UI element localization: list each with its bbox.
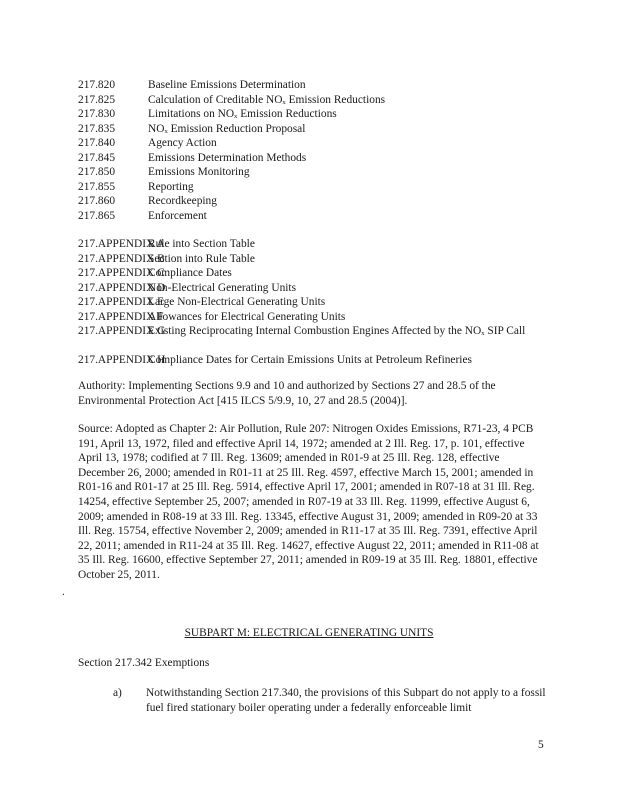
section-number: 217.APPENDIX H — [78, 354, 166, 366]
source-note: Source: Adopted as Chapter 2: Air Pollution, Rule 207: Nitrogen Oxides Emissions, R71-23, 4 PCB 191, April 13, 1972, filed and effective April 14, 1972; amended at 2 Ill. Reg. 17, p. 101, effective April 13, 1978; codified at 7 Ill. Reg. 13609; amended in R01-9 at 25 Ill. Reg. 128, effective December 26, 2000; amended in R01-11 at 25 Ill. Reg. 4597, effective March 15, 2001; amended in R01-16 and R01-17 at 25 Ill. Reg. 5914, effective April 17, 2001; amended in R07-18 at 31 Ill. Reg. 14254, effective September 25, 2007; amended in R07-19 at 33 Ill. Reg. 11999, effective August 6, 2009; amended in R08-19 at 33 Ill. Reg. 13345, effective August 31, 2009; amended in R09-20 at 33 Ill. Reg. 15754, effective November 2, 2009; amended in R11-17 at 35 Ill. Reg. 7391, effective April 22, 2011; amended in R11-24 at 35 Ill. Reg. 14627, effective August 22, 2011; amended in R11-08 at 35 Ill. Reg. 16600, effective September 27, 2011; amended in R09-19 at 35 Ill. Reg. 18801, effective October 25, 2011. — [78, 423, 539, 581]
section-number: 217.APPENDIX B — [78, 252, 165, 265]
appendix-row — [78, 324, 548, 353]
item-label: a) — [113, 687, 122, 699]
section-number: 217.825 — [78, 93, 116, 106]
section-row — [78, 93, 385, 108]
section-number: 217.820 — [78, 79, 116, 91]
section-title: Section into Rule Table — [148, 252, 255, 265]
item-text: Notwithstanding Section 217.340, the provisions of this Subpart do not apply to a fossil fuel fired stationary boiler operating under a federally enforceable limit — [146, 687, 546, 714]
appendix-list — [78, 237, 548, 382]
section-title: Agency Action — [148, 137, 217, 149]
section-number: 217.850 — [78, 166, 116, 178]
section-number: 217.835 — [78, 122, 116, 135]
section-title: Reporting — [148, 180, 194, 193]
page-number: 5 — [538, 739, 544, 751]
section-title: Enforcement — [148, 209, 207, 222]
section-title: Large Non-Electrical Generating Units — [148, 296, 326, 308]
section-title: Allowances for Electrical Generating Units — [148, 310, 346, 323]
section-number: 217.APPENDIX G — [78, 325, 166, 337]
section-row — [78, 180, 385, 195]
section-title: Non-Electrical Generating Units — [148, 281, 297, 294]
authority-note: Authority: Implementing Sections 9.9 and 10 and authorized by Sections 27 and 28.5 of the Environmental Protection Act [415 ILCS 5/9.9, 10, 27 and 28.5 (2004)]. — [78, 380, 496, 407]
appendix-row — [78, 266, 548, 281]
section-number: 217.APPENDIX F — [78, 310, 164, 323]
section-title: NOₓ Emission Reduction Proposal — [148, 122, 306, 135]
section-number: 217.860 — [78, 195, 116, 207]
appendix-row — [78, 252, 548, 267]
appendix-row — [78, 353, 548, 382]
section-list — [78, 78, 385, 223]
section-title: Recordkeeping — [148, 195, 217, 207]
section-title: Baseline Emissions Determination — [148, 79, 306, 91]
section-row — [78, 165, 385, 180]
section-number: 217.845 — [78, 151, 116, 164]
section-number: 217.865 — [78, 209, 116, 222]
section-row — [78, 78, 385, 93]
section-title: Limitations on NOₓ Emission Reductions — [148, 108, 337, 120]
section-title: Calculation of Creditable NOₓ Emission Reductions — [148, 93, 386, 106]
section-title: Existing Reciprocating Internal Combustion Engines Affected by the NOₓ SIP Call — [148, 325, 526, 337]
section-title: Emissions Monitoring — [148, 166, 250, 178]
section-row — [78, 107, 385, 122]
section-number: 217.855 — [78, 180, 116, 193]
subpart-heading: SUBPART M: ELECTRICAL GENERATING UNITS — [184, 627, 434, 639]
section-heading: Section 217.342 Exemptions — [78, 657, 210, 669]
appendix-row — [78, 281, 548, 296]
section-row — [78, 151, 385, 166]
section-row — [78, 209, 385, 224]
section-title: Rule into Section Table — [148, 238, 255, 250]
section-row — [78, 136, 385, 151]
section-number: 217.830 — [78, 108, 116, 120]
section-number: 217.APPENDIX A — [78, 238, 165, 250]
section-number: 217.APPENDIX D — [78, 281, 166, 294]
section-number: 217.840 — [78, 137, 116, 149]
margin-mark: . — [62, 586, 65, 598]
appendix-row — [78, 295, 548, 310]
section-title: Emissions Determination Methods — [148, 151, 307, 164]
appendix-row — [78, 237, 548, 252]
section-row — [78, 194, 385, 209]
section-number: 217.APPENDIX E — [78, 296, 165, 308]
section-title: Compliance Dates — [148, 267, 232, 279]
section-title: Compliance Dates for Certain Emissions Units at Petroleum Refineries — [148, 354, 472, 366]
section-number: 217.APPENDIX C — [78, 267, 165, 279]
appendix-row — [78, 310, 548, 325]
section-row — [78, 122, 385, 137]
